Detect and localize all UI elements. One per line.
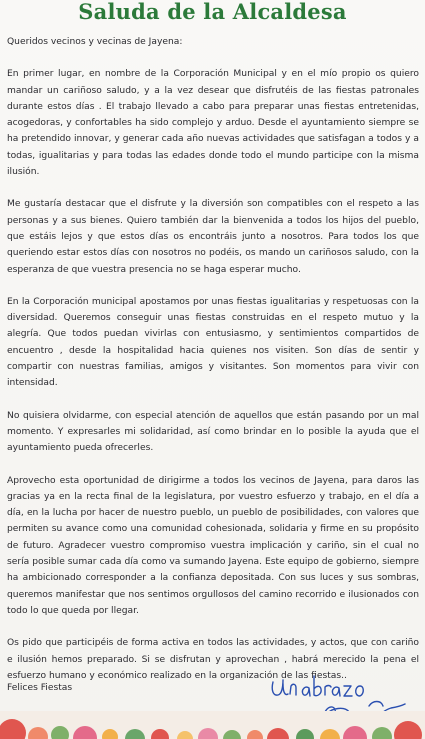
paragraph-5: Aprovecho esta oportunidad de dirigirme a todos los vecinos de Jayena, para daros las gracias ya en la recta final de la legislatura, por vuestro esfuerzo y trabajo, en el día a día, en la lucha por hacer de nuestro pueblo, un pueblo de posibilidades, con valores que permiten su avance como una comunidad cohesionada, solidaria y firme en su propósito de futuro. Agradecer vuestro compromiso vuestra implicación y cariño, sin el cual no sería posible sumar cada día como va sumando Jayena. Este equipo de gobierno, siempre ha ambicionado corresponder a la confianza depositada. Con sus luces y sus sombras, queremos manifestar que nos sentimos orgullosos del camino recorrido e ilusionados con todo lo que queda por llegar. xyxy=(7,475,419,616)
letter-body xyxy=(7,34,419,700)
paragraph-3: En la Corporación municipal apostamos por unas fiestas igualitarias y respetuosas con la diversidad. Queremos conseguir unas fiestas construidas en el respeto mutuo y la alegría. Que todos puedan vivirlas con entusiasmo, y sentimientos compartidos de encuentro , desde la hospitalidad hacia quienes nos visiten. Son días de sentir y compartir con nuestras familias, amigos y visitantes. Son momentos para vivir con intensidad. xyxy=(7,296,419,389)
paragraph-4: No quisiera olvidarme, con especial atención de aquellos que están pasando por un mal momento. Y expresarles mi solidaridad, así como brindar en lo posible la ayuda que el ayuntamiento pueda ofrecerles. xyxy=(7,410,419,454)
page-title: Saluda de la Alcaldesa xyxy=(78,0,347,24)
closing-line: Felices Fiestas xyxy=(7,683,73,693)
paragraph-6: Os pido que participéis de forma activa en todos las actividades, y actos, que con cariño e ilusión hemos preparado. Si se disfrutan y aprovechan , habrá merecido la pena el esfuerzo humano y económico realizado en la organización de las fiestas.. xyxy=(7,638,419,681)
floral-border-decoration xyxy=(0,711,425,739)
paragraph-2: Me gustaría destacar que el disfrute y la diversión son compatibles con el respeto a las personas y a sus bienes. Quiero también dar la bienvenida a todos los hijos del pueblo, que estáis lejos y que estos días os encontráis junto a nosotros. Para todos los que queriendo estar estos días con nosotros no podéis, os mando un cariñosos saludo, con la esperanza de que vuestra presencia no se haga esperar mucho. xyxy=(7,199,419,275)
paragraph-1: En primer lugar, en nombre de la Corporación Municipal y en el mío propio os quiero mandar un cariñoso saludo, y a la vez desear que disfrutéis de las fiestas patronales durante estos días . El trabajo llevado a cabo para preparar unas fiestas entretenidas, acogedoras, y confortables ha sido complejo y arduo. Desde el ayuntamiento siempre se ha pretendido innovar, y generar cada año nuevas actividades que satisfagan a todos y a todas, igualitarias y para todas las edades donde todo el mundo participe con la misma ilusión. xyxy=(7,69,419,178)
greeting: Queridos vecinos y vecinas de Jayena: xyxy=(7,37,183,47)
